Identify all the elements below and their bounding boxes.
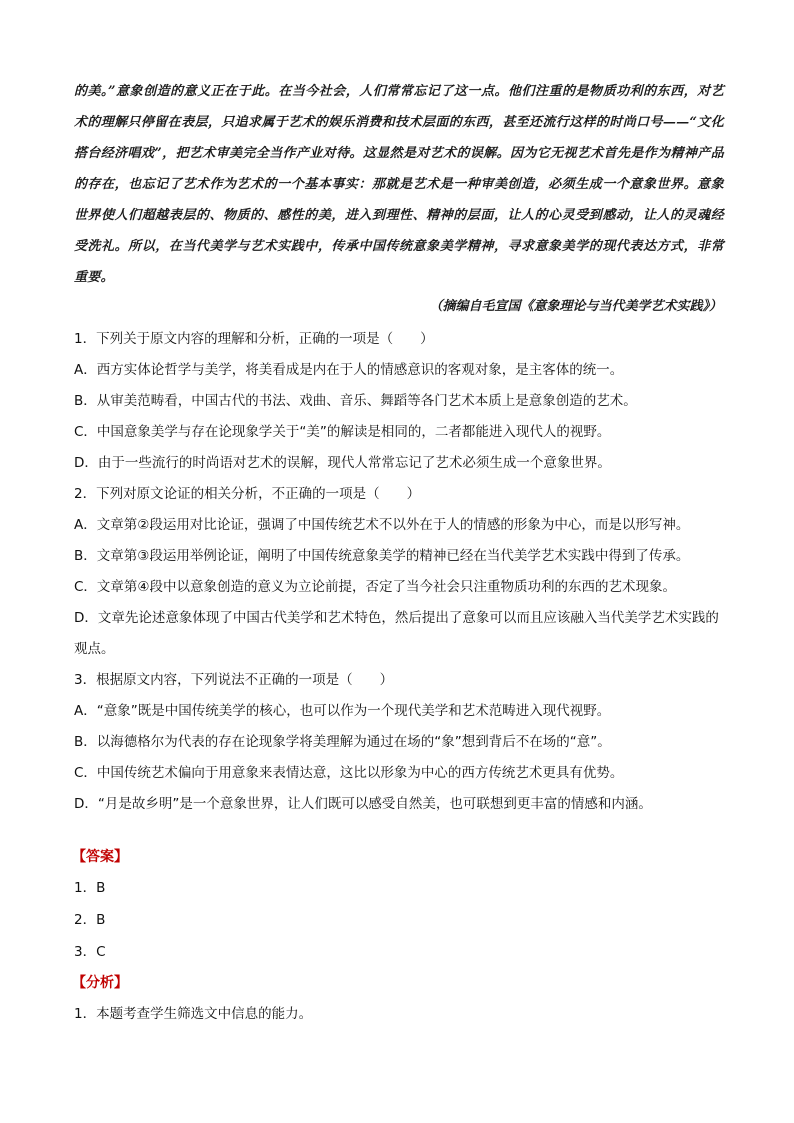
question-stem: 1．下列关于原文内容的理解和分析，正确的一项是（ ）: [74, 331, 434, 347]
answer-item: 2．B: [74, 912, 106, 928]
question-stem: 3．根据原文内容，下列说法不正确的一项是（ ）: [74, 672, 394, 688]
analysis-heading: 【分析】: [72, 975, 128, 991]
answer-item: 3．C: [74, 944, 106, 960]
question-1: [74, 324, 726, 479]
option-d: D．由于一些流行的时尚语对艺术的误解，现代人常常忘记了艺术必须生成一个意象世界。: [74, 455, 611, 471]
option-c: C．中国意象美学与存在论现象学关于“美”的解读是相同的，二者都能进入现代人的视野。: [74, 424, 611, 440]
option-a: A．西方实体论哲学与美学，将美看成是内在于人的情感意识的客观对象，是主客体的统一。: [74, 362, 624, 378]
answer-list: [74, 872, 106, 968]
option-b: B．从审美范畴看，中国古代的书法、戏曲、音乐、舞蹈等各门艺术本质上是意象创造的艺术。: [74, 393, 637, 409]
answer-item: 1．B: [74, 880, 106, 896]
analysis-item: 1．本题考查学生筛选文中信息的能力。: [74, 1006, 313, 1022]
option-d: D．文章先论述意象体现了中国古代美学和艺术特色，然后提出了意象可以而且应该融入当代美学艺术实践的观点。: [74, 610, 719, 657]
option-c: C．中国传统艺术偏向于用意象来表情达意，这比以形象为中心的西方传统艺术更具有优势。: [74, 765, 624, 781]
option-d: D．“月是故乡明”是一个意象世界，让人们既可以感受自然美，也可联想到更丰富的情感和内涵。: [74, 796, 652, 812]
answer-heading: 【答案】: [72, 849, 128, 865]
reading-passage: [74, 76, 724, 293]
question-2: [74, 479, 726, 665]
passage-source: （摘编自毛宣国《意象理论与当代美学艺术实践》）: [429, 299, 722, 314]
option-b: B．以海德格尔为代表的存在论现象学将美理解为通过在场的“象”想到背后不在场的“意”。: [74, 734, 611, 750]
question-3: [74, 665, 726, 820]
option-a: A．文章第②段运用对比论证，强调了中国传统艺术不以外在于人的情感的形象为中心，而是以形写神。: [74, 517, 690, 533]
option-b: B．文章第③段运用举例论证，阐明了中国传统意象美学的精神已经在当代美学艺术实践中得到了传承。: [74, 548, 690, 564]
passage-paragraph: 的美。”意象创造的意义正在于此。在当今社会，人们常常忘记了这一点。他们注重的是物质功利的东西，对艺术的理解只停留在表层，只追求属于艺术的娱乐消费和技术层面的东西，甚至还流行这样的时尚口号——“文化搭台经济唱戏”，把艺术审美完全当作产业对待。这显然是对艺术的误解。因为它无视艺术首先是作为精神产品的存在，也忘记了艺术作为艺术的一个基本事实：那就是艺术是一种审美创造，必须生成一个意象世界。意象世界使人们超越表层的、物质的、感性的美，进入到理性、精神的层面，让人的心灵受到感动，让人的灵魂经受洗礼。所以，在当代美学与艺术实践中，传承中国传统意象美学精神，寻求意象美学的现代表达方式，非常重要。: [74, 84, 724, 285]
option-a: A．“意象”既是中国传统美学的核心，也可以作为一个现代美学和艺术范畴进入现代视野。: [74, 703, 611, 719]
option-c: C．文章第④段中以意象创造的意义为立论前提，否定了当今社会只注重物质功利的东西的艺术现象。: [74, 579, 677, 595]
analysis-list: [74, 998, 312, 1030]
question-stem: 2．下列对原文论证的相关分析，不正确的一项是（ ）: [74, 486, 421, 502]
